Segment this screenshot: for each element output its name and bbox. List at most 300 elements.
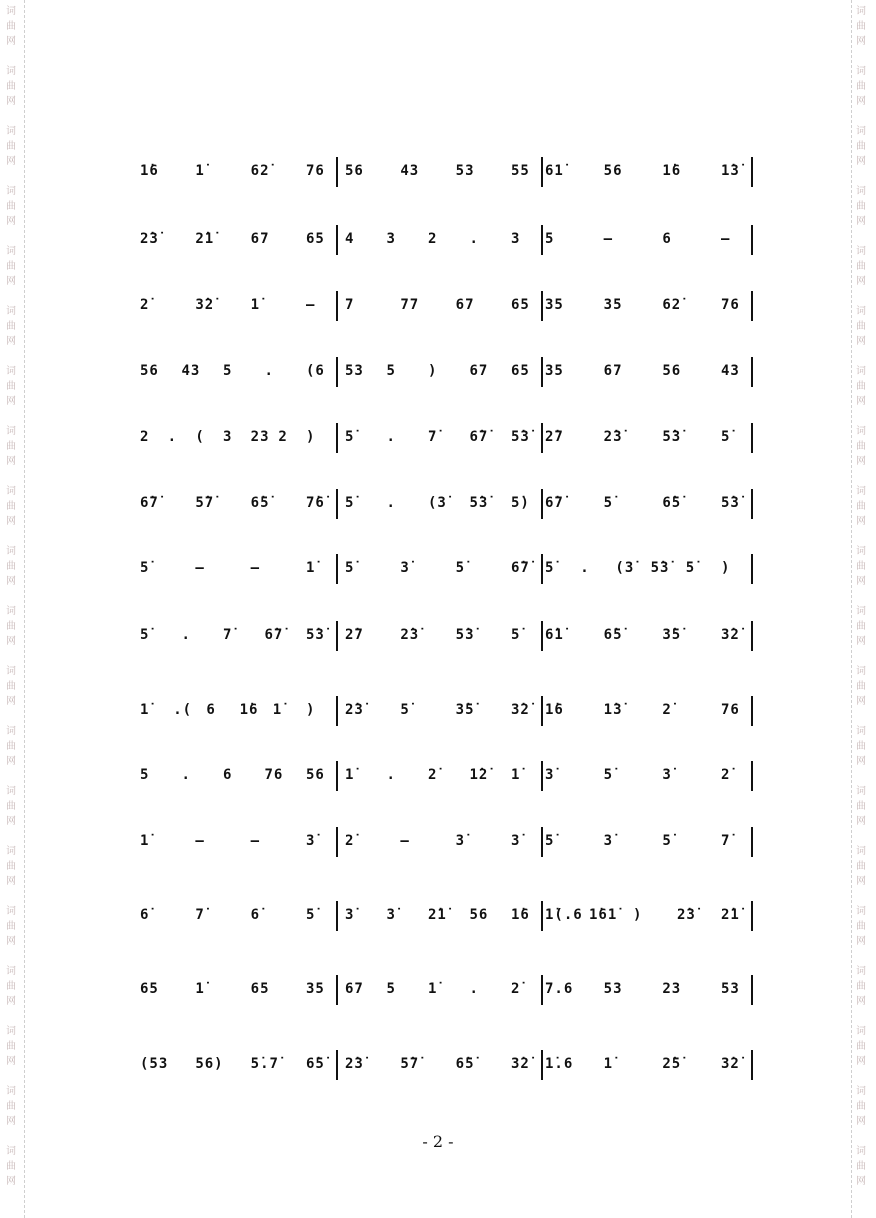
- watermark-char: 词: [856, 966, 866, 977]
- watermark-char: 网: [6, 996, 16, 1007]
- score-note: —: [250, 833, 261, 849]
- score-note: 2̇1̇: [428, 907, 447, 923]
- score-note: 3̇: [345, 907, 355, 923]
- bar-line: [336, 225, 338, 255]
- watermark-char: 曲: [6, 561, 16, 572]
- watermark-char: 曲: [856, 801, 866, 812]
- watermark-char: 词: [6, 1026, 16, 1037]
- score-note: 7: [345, 297, 355, 313]
- score-note: 6̇: [250, 907, 261, 923]
- score-note: .(: [173, 702, 193, 718]
- score-note: 5̇: [545, 560, 555, 576]
- score-note: 56: [345, 163, 364, 179]
- score-note: 7̇: [721, 833, 731, 849]
- bar-line: [751, 554, 753, 584]
- bar-line: [336, 696, 338, 726]
- score-note: —: [306, 297, 316, 313]
- bar-line: [336, 1050, 338, 1080]
- watermark-char: 曲: [856, 861, 866, 872]
- watermark-char: 词: [6, 126, 16, 137]
- score-note: 5: [386, 363, 396, 379]
- score-note: 1̇61̇: [589, 907, 618, 923]
- score-note: 76: [721, 297, 740, 313]
- score-note: (: [195, 429, 205, 445]
- score-note: 56: [306, 767, 325, 783]
- score-note: 3̇2̇: [721, 627, 740, 643]
- watermark-char: 词: [856, 726, 866, 737]
- watermark-char: 曲: [6, 981, 16, 992]
- watermark-char: 词: [6, 366, 16, 377]
- score-note: 67: [250, 231, 270, 247]
- watermark-char: 网: [6, 696, 16, 707]
- watermark-char: 曲: [856, 141, 866, 152]
- score-row: [140, 163, 760, 197]
- watermark-char: 词: [6, 426, 16, 437]
- watermark-char: 网: [6, 216, 16, 227]
- watermark-char: 网: [856, 576, 866, 587]
- watermark-char: 网: [6, 1176, 16, 1187]
- score-note: 5̇3̇: [662, 429, 682, 445]
- score-note: 43: [400, 163, 420, 179]
- bar-line: [336, 975, 338, 1005]
- score-note: 5̇): [511, 495, 530, 511]
- watermark-char: 网: [6, 576, 16, 587]
- score-note: 65: [511, 363, 530, 379]
- score-note: ): [721, 560, 731, 576]
- score-row: [140, 429, 760, 463]
- bar-line: [541, 225, 543, 255]
- score-note: 5̇: [721, 429, 731, 445]
- score-note: 2̇: [140, 297, 150, 313]
- watermark-char: 曲: [6, 801, 16, 812]
- score-note: 6̇7̇: [140, 495, 159, 511]
- score-note: 1̇: [140, 833, 150, 849]
- score-note: 56: [140, 363, 159, 379]
- watermark-char: 曲: [6, 741, 16, 752]
- score-note: 3̇2̇: [511, 1056, 530, 1072]
- bar-line: [336, 761, 338, 791]
- score-note: —: [603, 231, 614, 247]
- score-note: 2̇: [511, 981, 521, 997]
- bar-line: [336, 489, 338, 519]
- watermark-char: 网: [856, 1176, 866, 1187]
- score-note: 6̇7̇: [469, 429, 489, 445]
- watermark-char: 曲: [6, 81, 16, 92]
- bar-line: [751, 696, 753, 726]
- score-note: 5̇: [345, 560, 355, 576]
- watermark-char: 曲: [856, 1161, 866, 1172]
- score-note: 1̇6: [140, 163, 159, 179]
- score-note: 6̇7̇: [545, 495, 564, 511]
- score-note: 5̇.7̇: [250, 1056, 279, 1072]
- watermark-char: 词: [856, 606, 866, 617]
- watermark-char: 曲: [6, 141, 16, 152]
- score-note: 67: [345, 981, 364, 997]
- score-note: 1̇6: [511, 907, 530, 923]
- bar-line: [336, 554, 338, 584]
- score-note: 2̇: [662, 702, 672, 718]
- watermark-char: 网: [6, 36, 16, 47]
- score-note: 56: [469, 907, 489, 923]
- score-note: 5̇: [511, 627, 521, 643]
- score-note: 1̇: [511, 767, 521, 783]
- score-row: [140, 560, 760, 594]
- score-note: 1̇: [428, 981, 438, 997]
- score-row: [140, 297, 760, 331]
- score-note: 5̇: [603, 767, 614, 783]
- score-note: 35: [306, 981, 325, 997]
- score-note: 1̇.6: [545, 1056, 574, 1072]
- score-note: 76: [721, 702, 740, 718]
- score-note: 76: [264, 767, 284, 783]
- score-note: 3̇5̇: [662, 627, 682, 643]
- score-note: 76: [306, 163, 325, 179]
- watermark-char: 曲: [856, 381, 866, 392]
- watermark-char: 曲: [856, 921, 866, 932]
- score-note: 6̇5̇: [455, 1056, 475, 1072]
- watermark-char: 词: [856, 666, 866, 677]
- score-note: 6: [206, 702, 216, 718]
- score-note: 2̇3̇: [400, 627, 420, 643]
- watermark-char: 网: [856, 876, 866, 887]
- score-note: .: [181, 627, 191, 643]
- score-note: 2̇: [428, 767, 438, 783]
- watermark-char: 词: [6, 606, 16, 617]
- score-note: (6: [306, 363, 325, 379]
- bar-line: [751, 423, 753, 453]
- watermark-char: 曲: [6, 381, 16, 392]
- bar-line: [751, 489, 753, 519]
- bar-line: [751, 761, 753, 791]
- watermark-char: 词: [856, 426, 866, 437]
- bar-line: [541, 423, 543, 453]
- watermark-char: 曲: [6, 321, 16, 332]
- score-note: 3: [511, 231, 521, 247]
- watermark-char: 曲: [6, 621, 16, 632]
- score-note: 1̇2̇: [469, 767, 489, 783]
- watermark-char: 曲: [6, 681, 16, 692]
- watermark-char: 曲: [856, 201, 866, 212]
- watermark-char: 曲: [856, 1101, 866, 1112]
- watermark-char: 词: [856, 546, 866, 557]
- watermark-char: 词: [6, 1086, 16, 1097]
- score-note: 56): [195, 1056, 224, 1072]
- score-note: 3̇2̇: [721, 1056, 740, 1072]
- score-note: 2: [140, 429, 150, 445]
- score-note: —: [195, 833, 205, 849]
- score-note: 5̇3̇: [650, 560, 670, 576]
- watermark-char: 词: [6, 966, 16, 977]
- watermark-char: 网: [856, 1056, 866, 1067]
- score-note: 65: [511, 297, 530, 313]
- watermark-char: 网: [6, 1056, 16, 1067]
- score-note: 5̇: [455, 560, 466, 576]
- score-note: 53: [603, 981, 623, 997]
- score-note: 55: [511, 163, 530, 179]
- score-note: 1̇6: [545, 702, 564, 718]
- score-note: (3̇: [615, 560, 635, 576]
- watermark-char: 词: [6, 306, 16, 317]
- watermark-char: 词: [856, 486, 866, 497]
- score-note: .: [469, 981, 479, 997]
- watermark-char: 词: [6, 66, 16, 77]
- score-note: 5̇: [306, 907, 316, 923]
- watermark-char: 词: [856, 186, 866, 197]
- score-note: 2̇: [721, 767, 731, 783]
- bar-line: [751, 827, 753, 857]
- watermark-char: 词: [856, 1026, 866, 1037]
- score-note: 2̇3̇: [345, 702, 364, 718]
- score-note: 2̇1̇: [721, 907, 740, 923]
- score-note: .: [264, 363, 274, 379]
- watermark-char: 网: [856, 516, 866, 527]
- watermark-char: 曲: [856, 621, 866, 632]
- score-row: [140, 627, 760, 661]
- watermark-char: 词: [856, 906, 866, 917]
- watermark-char: 网: [856, 996, 866, 1007]
- watermark-char: 词: [6, 726, 16, 737]
- bar-line: [751, 901, 753, 931]
- score-note: 1̇(.6: [545, 907, 583, 923]
- watermark-char: 词: [6, 666, 16, 677]
- score-note: 65: [250, 981, 270, 997]
- score-note: 6̇7̇: [511, 560, 530, 576]
- score-note: 3̇: [386, 907, 396, 923]
- score-note: 5̇: [140, 627, 150, 643]
- score-row: [140, 767, 760, 801]
- watermark-char: 网: [856, 756, 866, 767]
- score-note: 53: [721, 981, 740, 997]
- watermark-char: 网: [6, 636, 16, 647]
- score-note: 5: [140, 767, 150, 783]
- score-note: ): [306, 429, 316, 445]
- score-note: 5̇: [662, 833, 672, 849]
- score-note: 65: [140, 981, 159, 997]
- score-note: 5̇: [400, 702, 410, 718]
- watermark-char: 词: [6, 906, 16, 917]
- watermark-char: 曲: [856, 261, 866, 272]
- watermark-char: 网: [6, 396, 16, 407]
- score-note: 1̇: [140, 702, 150, 718]
- watermark-char: 网: [6, 1116, 16, 1127]
- score-note: 1̇: [195, 163, 205, 179]
- score-note: ): [428, 363, 438, 379]
- watermark-char: 曲: [856, 681, 866, 692]
- watermark-char: 词: [856, 786, 866, 797]
- score-note: 1̇: [250, 297, 261, 313]
- watermark-char: 曲: [856, 501, 866, 512]
- score-note: (53: [140, 1056, 169, 1072]
- score-note: 3̇: [306, 833, 316, 849]
- watermark-char: 网: [856, 276, 866, 287]
- score-note: 35: [545, 297, 564, 313]
- watermark-char: 词: [856, 846, 866, 857]
- bar-line: [751, 225, 753, 255]
- score-note: 5̇: [140, 560, 150, 576]
- score-row: [140, 1056, 760, 1090]
- watermark-char: 网: [856, 216, 866, 227]
- score-note: 3̇: [603, 833, 614, 849]
- watermark-char: 网: [856, 636, 866, 647]
- score-note: 5: [545, 231, 555, 247]
- score-note: 3̇: [400, 560, 410, 576]
- score-note: 2̇5̇: [662, 1056, 682, 1072]
- score-note: 7̇: [428, 429, 438, 445]
- watermark-char: 词: [856, 66, 866, 77]
- bar-line: [541, 554, 543, 584]
- watermark-char: 词: [6, 846, 16, 857]
- score-note: 5̇3̇: [721, 495, 740, 511]
- score-note: ): [306, 702, 316, 718]
- score-row: [140, 363, 760, 397]
- score-note: 1̇: [306, 560, 316, 576]
- score-note: 6: [662, 231, 672, 247]
- score-note: .: [580, 560, 590, 576]
- score-note: .: [386, 429, 396, 445]
- score-note: 6̇5̇: [250, 495, 270, 511]
- score-note: 2̇3̇: [140, 231, 159, 247]
- score-note: 1̇: [345, 767, 355, 783]
- score-note: 67: [469, 363, 489, 379]
- score-note: 1̇: [195, 981, 205, 997]
- bar-line: [336, 827, 338, 857]
- score-note: 6̇1̇: [545, 627, 564, 643]
- score-note: —: [195, 560, 205, 576]
- score-row: [140, 907, 760, 941]
- score-note: —: [400, 833, 410, 849]
- score-note: 6̇5̇: [603, 627, 623, 643]
- watermark-char: 曲: [6, 1101, 16, 1112]
- score-note: 5̇3̇: [306, 627, 325, 643]
- watermark-char: 网: [856, 816, 866, 827]
- score-note: 3̇: [545, 767, 555, 783]
- score-note: 56: [603, 163, 623, 179]
- score-note: 5̇: [345, 429, 355, 445]
- score-note: 1̇6: [239, 702, 259, 718]
- score-note: —: [250, 560, 261, 576]
- score-note: 23: [250, 429, 270, 445]
- score-note: 6̇: [140, 907, 150, 923]
- score-note: 2̇3̇: [345, 1056, 364, 1072]
- watermark-char: 词: [6, 546, 16, 557]
- score-note: 23: [662, 981, 682, 997]
- watermark-char: 曲: [856, 981, 866, 992]
- bar-line: [336, 291, 338, 321]
- score-note: 35: [603, 297, 623, 313]
- score-note: 5: [386, 981, 396, 997]
- score-note: .: [167, 429, 178, 445]
- score-note: 6̇5̇: [306, 1056, 325, 1072]
- bar-line: [541, 157, 543, 187]
- bar-line: [541, 975, 543, 1005]
- score-note: 5̇3̇: [469, 495, 489, 511]
- watermark-char: 网: [6, 456, 16, 467]
- score-note: .: [181, 767, 191, 783]
- score-note: 7̇6̇: [306, 495, 325, 511]
- score-row: [140, 981, 760, 1015]
- watermark-char: 词: [856, 306, 866, 317]
- score-note: 5̇: [603, 495, 614, 511]
- score-note: —: [721, 231, 731, 247]
- watermark-char: 词: [6, 186, 16, 197]
- bar-line: [751, 621, 753, 651]
- watermark-char: 曲: [856, 321, 866, 332]
- watermark-char: 曲: [6, 501, 16, 512]
- score-note: 5̇: [345, 495, 355, 511]
- watermark-char: 词: [856, 246, 866, 257]
- score-note: 6: [223, 767, 233, 783]
- watermark-char: 曲: [6, 1161, 16, 1172]
- score-note: 2: [278, 429, 288, 445]
- watermark-char: 网: [6, 156, 16, 167]
- bar-line: [751, 975, 753, 1005]
- score-note: 5̇7̇: [400, 1056, 420, 1072]
- watermark-char: 曲: [856, 741, 866, 752]
- watermark-char: 网: [6, 516, 16, 527]
- score-note: (3̇: [428, 495, 447, 511]
- watermark-char: 词: [6, 6, 16, 17]
- watermark-char: 曲: [856, 441, 866, 452]
- bar-line: [336, 157, 338, 187]
- score-note: ): [633, 907, 643, 923]
- watermark-char: 曲: [6, 441, 16, 452]
- score-note: 4: [345, 231, 355, 247]
- watermark-char: 网: [856, 1116, 866, 1127]
- score-note: .: [386, 495, 396, 511]
- watermark-char: 网: [856, 396, 866, 407]
- bar-line: [541, 357, 543, 387]
- score-note: 5̇: [685, 560, 696, 576]
- score-note: 62̇: [250, 163, 270, 179]
- score-row: [140, 702, 760, 736]
- bar-line: [336, 423, 338, 453]
- watermark-char: 词: [6, 246, 16, 257]
- score-note: 56: [662, 363, 682, 379]
- watermark-char: 网: [856, 96, 866, 107]
- watermark-char: 网: [856, 336, 866, 347]
- watermark-char: 网: [6, 336, 16, 347]
- score-note: 3̇: [662, 767, 672, 783]
- score-note: 5̇3̇: [511, 429, 530, 445]
- watermark-char: 网: [6, 876, 16, 887]
- bar-line: [541, 827, 543, 857]
- score-note: 5̇3̇: [455, 627, 475, 643]
- watermark-char: 网: [856, 156, 866, 167]
- watermark-char: 曲: [6, 1041, 16, 1052]
- score-note: 62̇: [662, 297, 682, 313]
- score-note: 1̇3̇: [721, 163, 740, 179]
- score-note: 1̇: [272, 702, 283, 718]
- bar-line: [541, 489, 543, 519]
- score-row: [140, 495, 760, 529]
- score-note: 3: [223, 429, 233, 445]
- watermark-char: 网: [6, 936, 16, 947]
- score-note: 65: [306, 231, 325, 247]
- watermark-char: 曲: [856, 21, 866, 32]
- score-row: [140, 231, 760, 265]
- watermark-char: 曲: [856, 1041, 866, 1052]
- watermark-char: 词: [6, 1146, 16, 1157]
- score-note: 43: [721, 363, 740, 379]
- score-note: 3̇: [455, 833, 466, 849]
- watermark-char: 网: [6, 96, 16, 107]
- score-note: 7̇: [223, 627, 233, 643]
- watermark-char: 曲: [6, 861, 16, 872]
- bar-line: [336, 901, 338, 931]
- score-note: 3̇2̇: [195, 297, 215, 313]
- score-note: 3̇5̇: [455, 702, 475, 718]
- score-note: 67: [455, 297, 475, 313]
